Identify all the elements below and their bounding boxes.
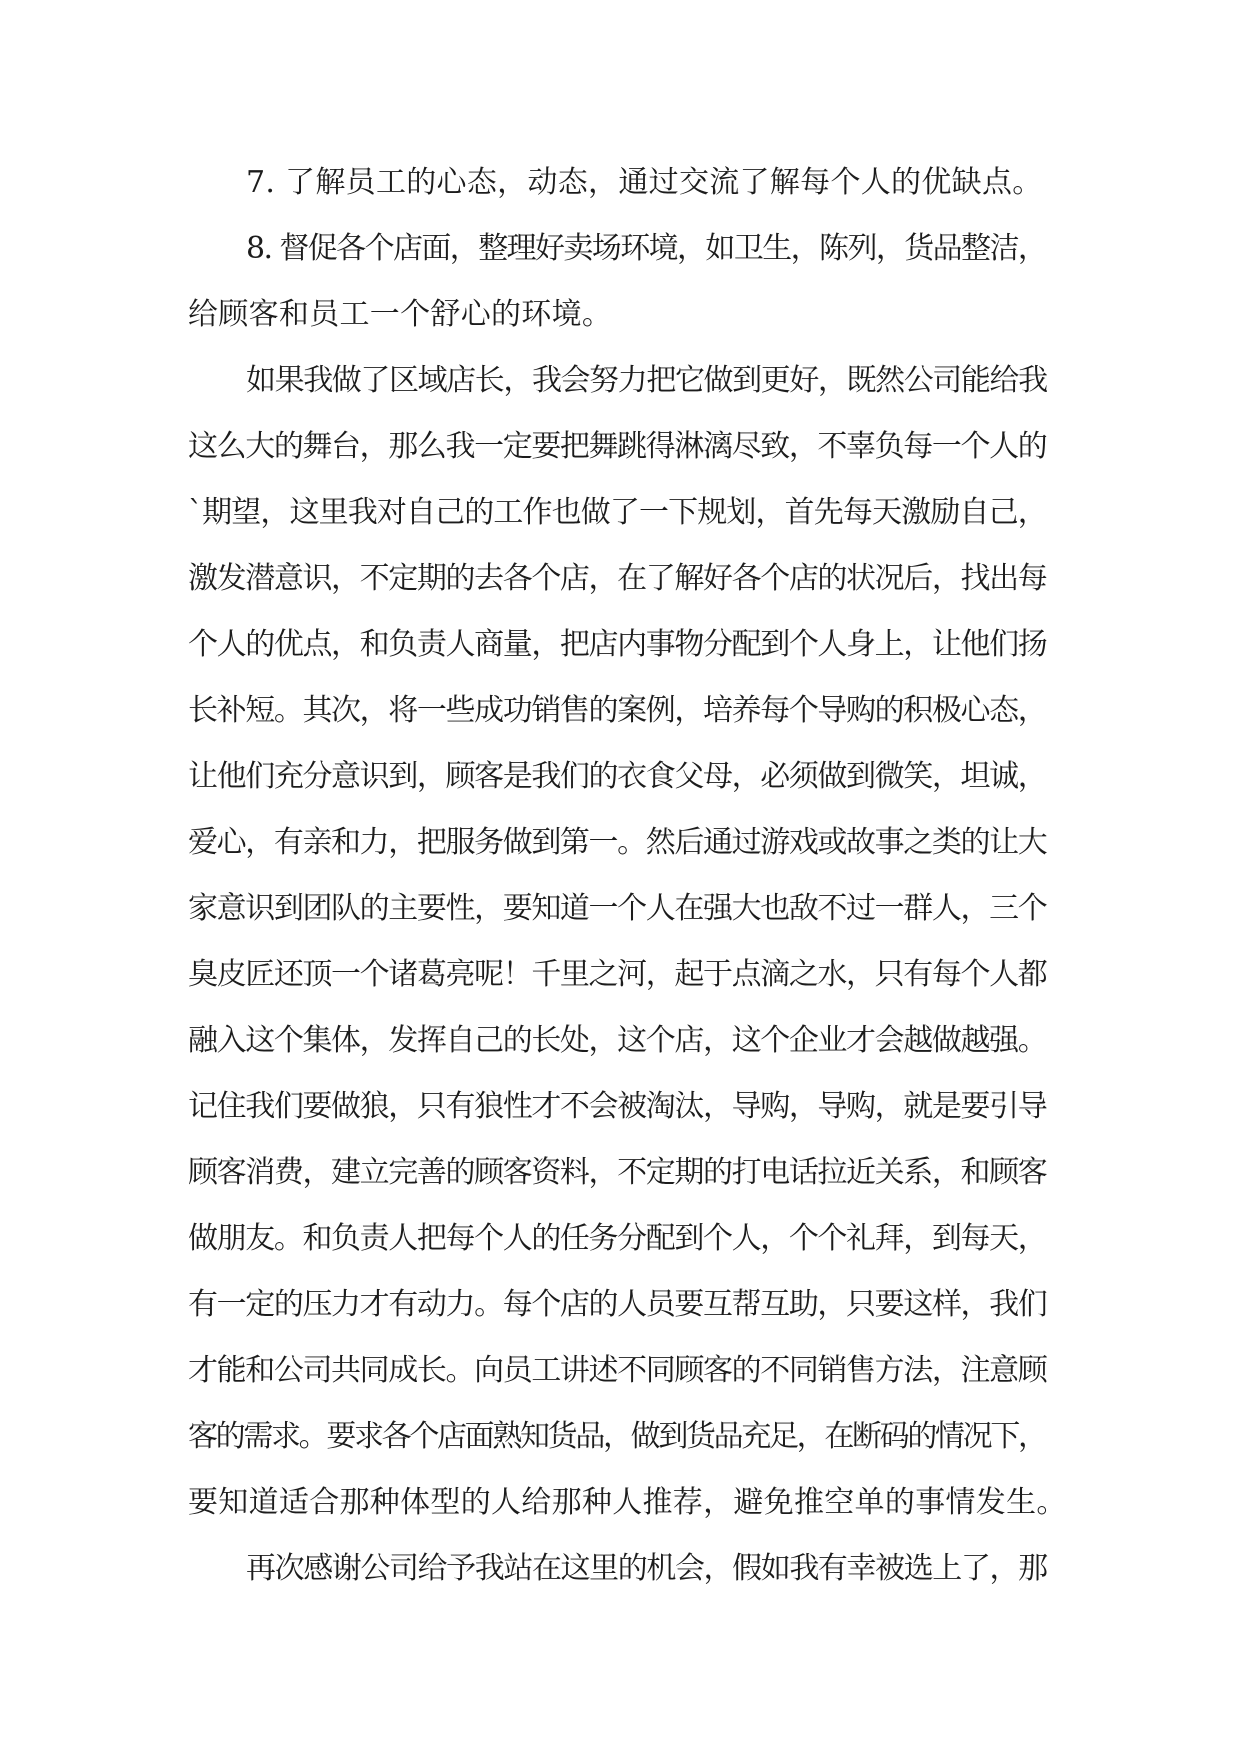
- text-line-3: 给顾客和员工一个舒心的环境。: [188, 297, 613, 332]
- text-line-12: 家意识到团队的主要性，要知道一个人在强大也敌不过一群人，三个: [188, 891, 1047, 926]
- text-line-6: `期望，这里我对自己的工作也做了一下规划，首先每天激励自己，: [188, 495, 1047, 530]
- text-line-1: 7. 了解员工的心态，动态，通过交流了解每个人的优缺点。: [246, 165, 1043, 200]
- text-line-20: 客的需求。要求各个店面熟知货品，做到货品充足，在断码的情况下，: [188, 1419, 1046, 1454]
- text-line-7: 激发潜意识，不定期的去各个店，在了解好各个店的状况后，找出每: [188, 561, 1047, 596]
- text-line-18: 有一定的压力才有动力。每个店的人员要互帮互助，只要这样，我们: [188, 1287, 1047, 1322]
- text-line-9: 长补短。其次，将一些成功销售的案例，培养每个导购的积极心态，: [188, 693, 1047, 728]
- text-line-15: 记住我们要做狼，只有狼性才不会被淘汰，导购，导购，就是要引导: [188, 1089, 1047, 1124]
- text-line-5: 这么大的舞台，那么我一定要把舞跳得淋漓尽致，不辜负每一个人的: [188, 429, 1047, 464]
- text-line-14: 融入这个集体，发挥自己的长处，这个店，这个企业才会越做越强。: [188, 1023, 1047, 1058]
- text-line-4: 如果我做了区域店长，我会努力把它做到更好，既然公司能给我: [246, 363, 1047, 398]
- text-line-13: 臭皮匠还顶一个诸葛亮呢！千里之河，起于点滴之水，只有每个人都: [188, 957, 1047, 992]
- text-line-16: 顾客消费，建立完善的顾客资料，不定期的打电话拉近关系，和顾客: [188, 1155, 1047, 1190]
- text-line-2: 8. 督促各个店面，整理好卖场环境，如卫生，陈列，货品整洁，: [246, 231, 1047, 266]
- text-line-19: 才能和公司共同成长。向员工讲述不同顾客的不同销售方法，注意顾: [188, 1353, 1047, 1388]
- text-line-10: 让他们充分意识到，顾客是我们的衣食父母，必须做到微笑，坦诚，: [188, 759, 1047, 794]
- text-line-8: 个人的优点，和负责人商量，把店内事物分配到个人身上，让他们扬: [188, 627, 1047, 662]
- text-line-11: 爱心，有亲和力，把服务做到第一。然后通过游戏或故事之类的让大: [188, 825, 1047, 860]
- text-line-17: 做朋友。和负责人把每个人的任务分配到个人，个个礼拜，到每天，: [188, 1221, 1047, 1256]
- text-line-21: 要知道适合那种体型的人给那种人推荐，避免推空单的事情发生。: [188, 1485, 1067, 1520]
- text-line-22: 再次感谢公司给予我站在这里的机会，假如我有幸被选上了，那: [246, 1551, 1047, 1586]
